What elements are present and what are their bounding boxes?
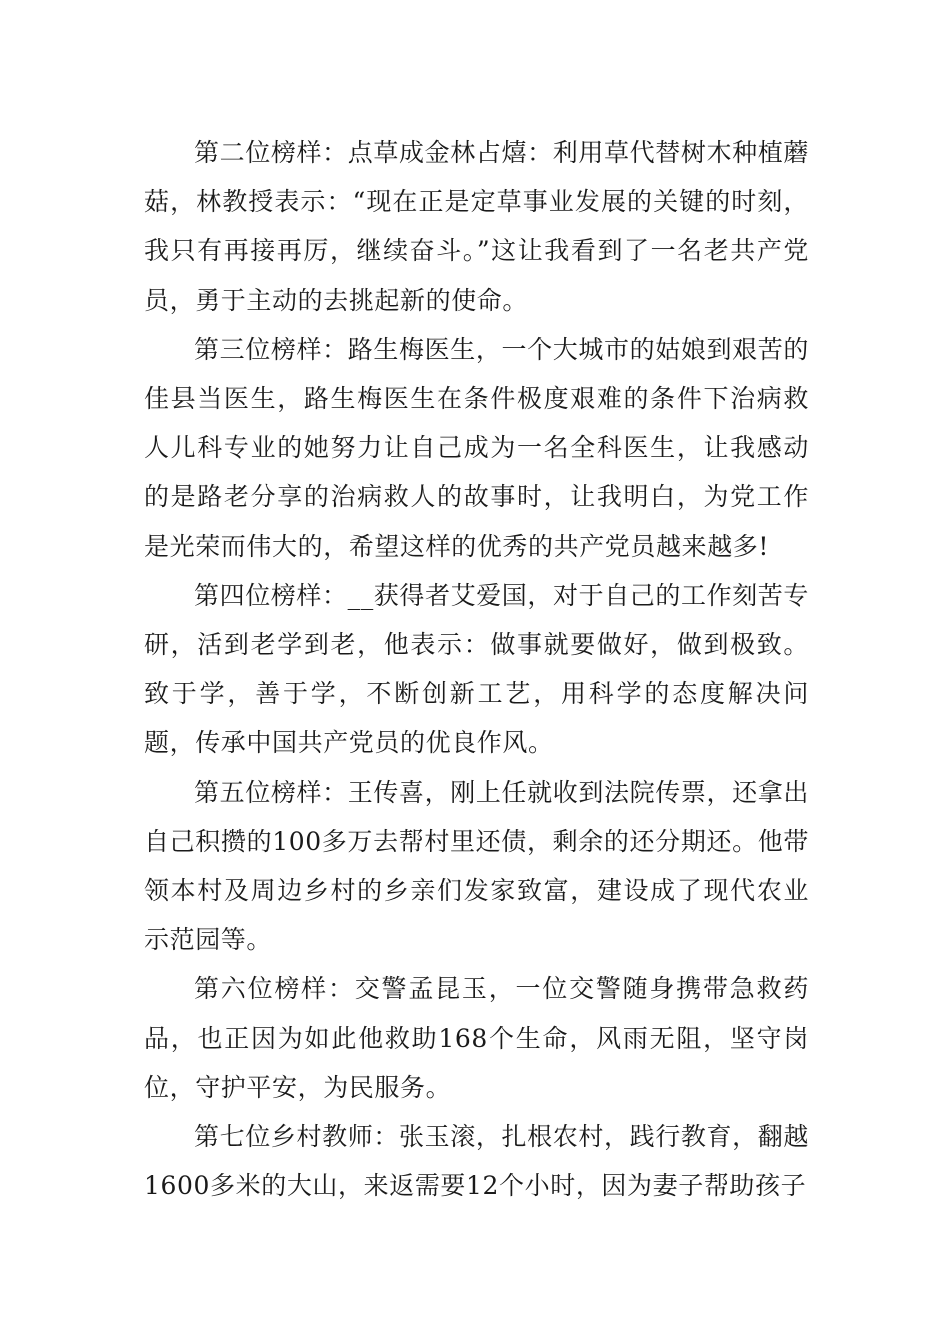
paragraph-role-model-2: 第二位榜样：点草成金林占熺：利用草代替树木种植蘑菇，林教授表示：“现在正是定草事业发展的关键的时刻，我只有再接再厉，继续奋斗。”这让我看到了一名老共产党员，勇于主动的去挑起新的使命。 — [144, 138, 809, 315]
paragraph-role-model-7: 第七位乡村教师：张玉滚，扎根农村，践行教育，翻越1600多米的大山，来返需要12个小时，因为妻子帮助孩子 — [144, 1122, 809, 1201]
paragraph-role-model-5: 第五位榜样：王传喜，刚上任就收到法院传票，还拿出自己积攒的100多万去帮村里还债，剩余的还分期还。他带领本村及周边乡村的乡亲们发家致富，建设成了现代农业示范园等。 — [144, 777, 809, 955]
paragraph-role-model-6: 第六位榜样：交警孟昆玉，一位交警随身携带急救药品，也正因为如此他救助168个生命，风雨无阻，坚守岗位，守护平安，为民服务。 — [144, 974, 809, 1102]
document-body — [144, 128, 809, 1210]
paragraph-role-model-4: 第四位榜样：__获得者艾爱国，对于自己的工作刻苦专研，活到老学到老，他表示：做事就要做好，做到极致。致于学，善于学，不断创新工艺，用科学的态度解决问题，传承中国共产党员的优良作风。 — [144, 580, 810, 758]
paragraph-role-model-3: 第三位榜样：路生梅医生，一个大城市的姑娘到艰苦的佳县当医生，路生梅医生在条件极度艰难的条件下治病救人儿科专业的她努力让自己成为一名全科医生，让我感动的是路老分享的治病救人的故事时，让我明白，为党工作是光荣而伟大的，希望这样的优秀的共产党员越来越多! — [144, 334, 809, 561]
